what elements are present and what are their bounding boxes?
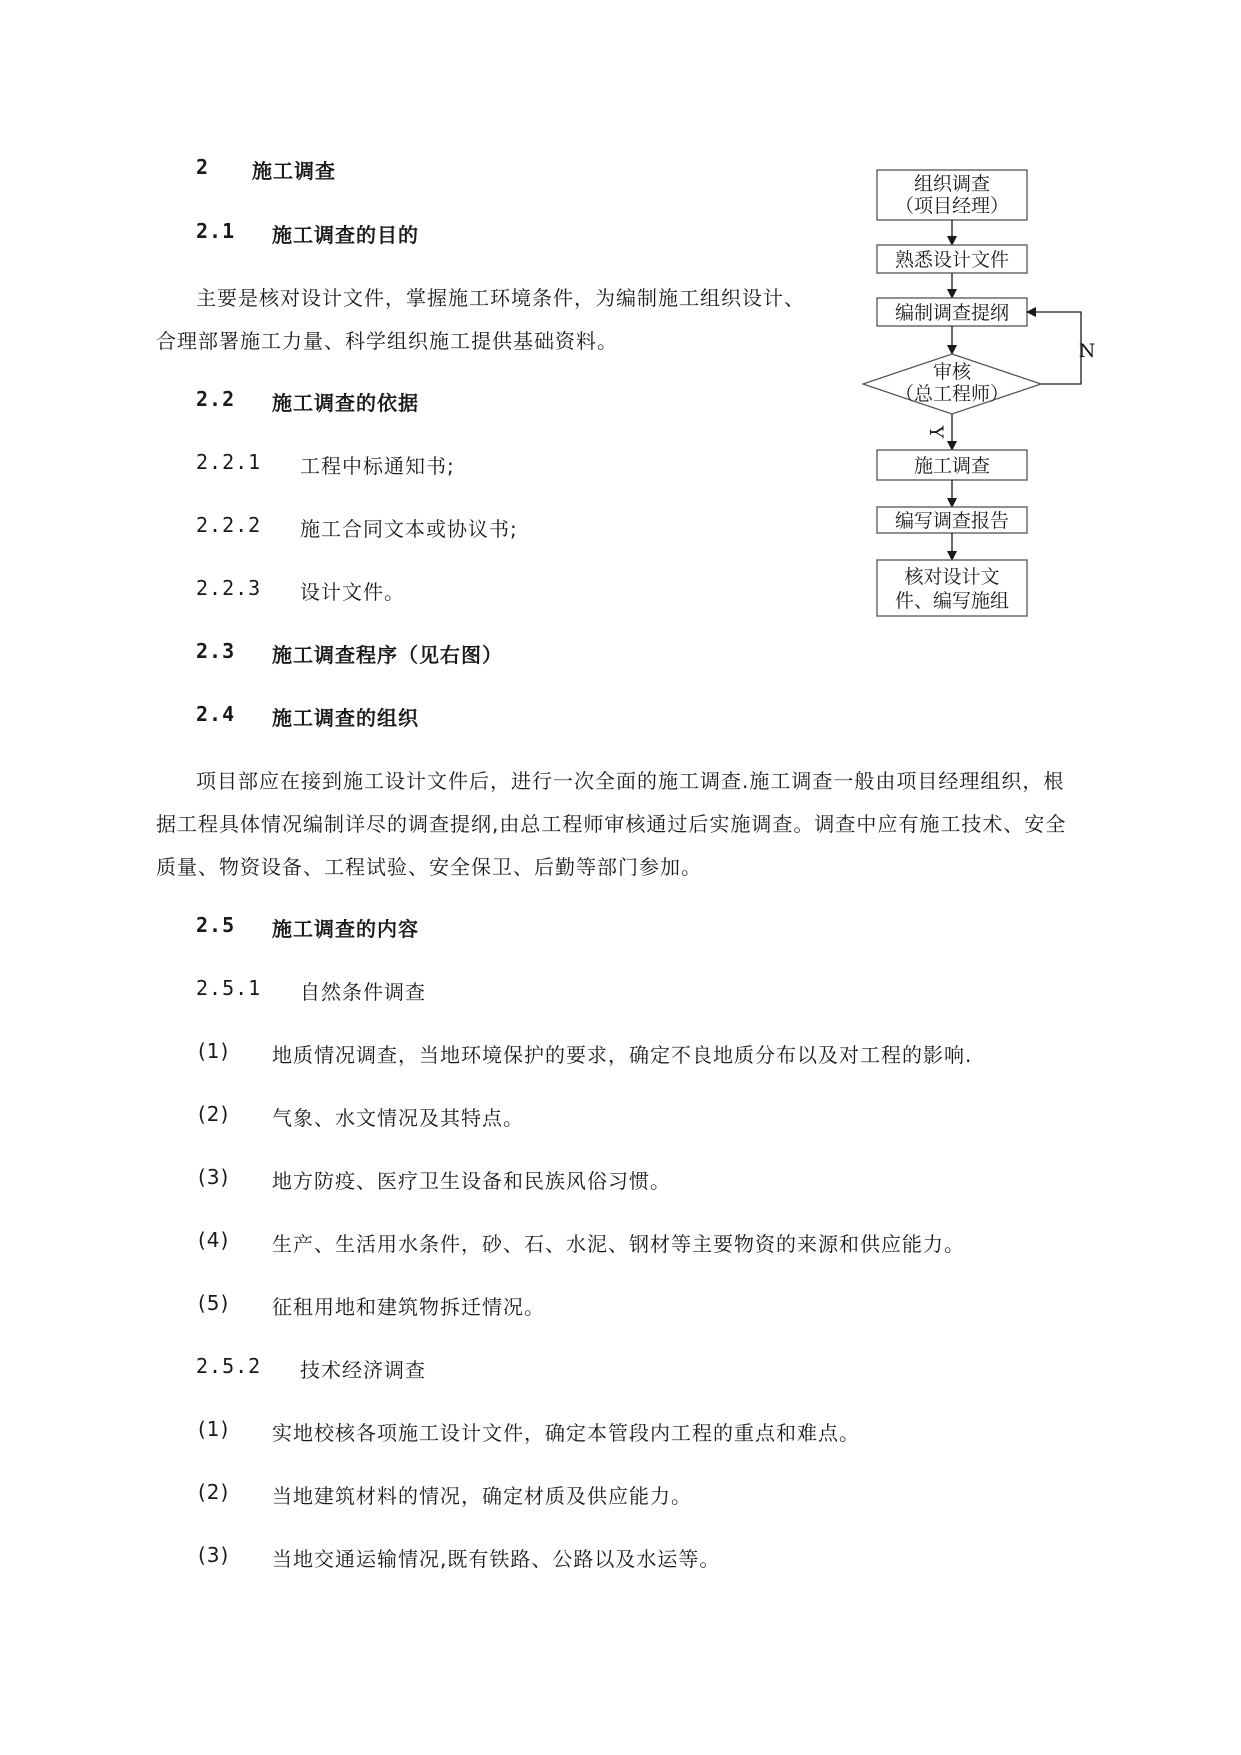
flow-box-organize-survey-line2: （项目经理） (894, 195, 1010, 217)
section-2-4-number: 2.4 (196, 702, 236, 726)
list-item-number: (2) (198, 1102, 230, 1126)
section-2-4-para-line2: 据工程具体情况编制详尽的调查提纲,由总工程师审核通过后实施调查。调查中应有施工技术、安全 (156, 812, 1067, 836)
section-2-4-para-line1: 项目部应在接到施工设计文件后，进行一次全面的施工调查.施工调查一般由项目经理组织，根 (196, 769, 1065, 793)
flow-box-verify-design-line1: 核对设计文 (904, 566, 1000, 588)
list-item-number: (3) (198, 1165, 230, 1189)
section-2-5-title: 施工调查的内容 (272, 917, 419, 941)
list-item-text: 地方防疫、医疗卫生设备和民族风俗习惯。 (272, 1169, 671, 1193)
list-item-text: 当地建筑材料的情况，确定材质及供应能力。 (272, 1484, 692, 1508)
section-2-5-1-text: 自然条件调查 (300, 980, 426, 1004)
section-2-1-para-line1: 主要是核对设计文件，掌握施工环境条件，为编制施工组织设计、 (196, 286, 805, 310)
section-2-1-para-line2: 合理部署施工力量、科学组织施工提供基础资料。 (156, 329, 618, 353)
survey-procedure-flowchart (855, 160, 1105, 640)
section-2-5-number: 2.5 (196, 913, 236, 937)
section-2-2-1-number: 2.2.1 (196, 450, 262, 474)
list-item-number: (1) (198, 1417, 230, 1441)
section-2-3-title: 施工调查程序（见右图） (272, 643, 503, 667)
list-item-text: 征租用地和建筑物拆迁情况。 (272, 1295, 545, 1319)
flow-box-conduct-survey-label: 施工调查 (913, 455, 991, 477)
list-item-number: (3) (198, 1543, 230, 1567)
list-item-text: 实地校核各项施工设计文件，确定本管段内工程的重点和难点。 (272, 1421, 860, 1445)
section-2-2-2-text: 施工合同文本或协议书; (300, 517, 518, 541)
section-2-4-title: 施工调查的组织 (272, 706, 419, 730)
section-2-5-2-text: 技术经济调查 (300, 1358, 426, 1382)
flow-box-organize-survey-line1: 组织调查 (913, 173, 991, 195)
flow-box-review-design-label: 熟悉设计文件 (894, 249, 1010, 271)
list-item-number: (4) (198, 1228, 230, 1252)
section-2-2-3-text: 设计文件。 (300, 580, 405, 604)
section-2-2-1-text: 工程中标通知书; (300, 454, 455, 478)
flow-box-verify-design-line2: 件、编写施组 (894, 590, 1010, 612)
section-2-5-1-number: 2.5.1 (196, 976, 262, 1000)
flow-arrow-no-loop (1028, 312, 1081, 384)
flow-decision-line2: （总工程师） (894, 383, 1010, 405)
section-2-title: 施工调查 (252, 159, 336, 183)
flow-no-label: N (1078, 340, 1096, 362)
section-2-2-2-number: 2.2.2 (196, 513, 262, 537)
list-item-text: 气象、水文情况及其特点。 (272, 1106, 524, 1130)
section-2-3-number: 2.3 (196, 639, 236, 663)
section-2-2-3-number: 2.2.3 (196, 576, 262, 600)
section-2-1-number: 2.1 (196, 219, 236, 243)
section-2-2-title: 施工调查的依据 (272, 391, 419, 415)
section-2-number: 2 (196, 155, 210, 179)
flow-decision-line1: 审核 (932, 361, 972, 383)
list-item-number: (5) (198, 1291, 230, 1315)
section-2-1-title: 施工调查的目的 (272, 223, 419, 247)
section-2-5-2-number: 2.5.2 (196, 1354, 262, 1378)
flow-box-write-report-label: 编写调查报告 (894, 510, 1010, 532)
list-item-number: (2) (198, 1480, 230, 1504)
section-2-4-para-line3: 质量、物资设备、工程试验、安全保卫、后勤等部门参加。 (156, 855, 702, 879)
list-item-text: 当地交通运输情况,既有铁路、公路以及水运等。 (272, 1547, 721, 1571)
flow-box-prepare-outline-label: 编制调查提纲 (894, 302, 1010, 324)
flow-yes-label: Y (925, 425, 947, 439)
list-item-number: (1) (198, 1039, 230, 1063)
section-2-2-number: 2.2 (196, 387, 236, 411)
list-item-text: 地质情况调查，当地环境保护的要求，确定不良地质分布以及对工程的影响. (272, 1043, 973, 1067)
list-item-text: 生产、生活用水条件，砂、石、水泥、钢材等主要物资的来源和供应能力。 (272, 1232, 965, 1256)
